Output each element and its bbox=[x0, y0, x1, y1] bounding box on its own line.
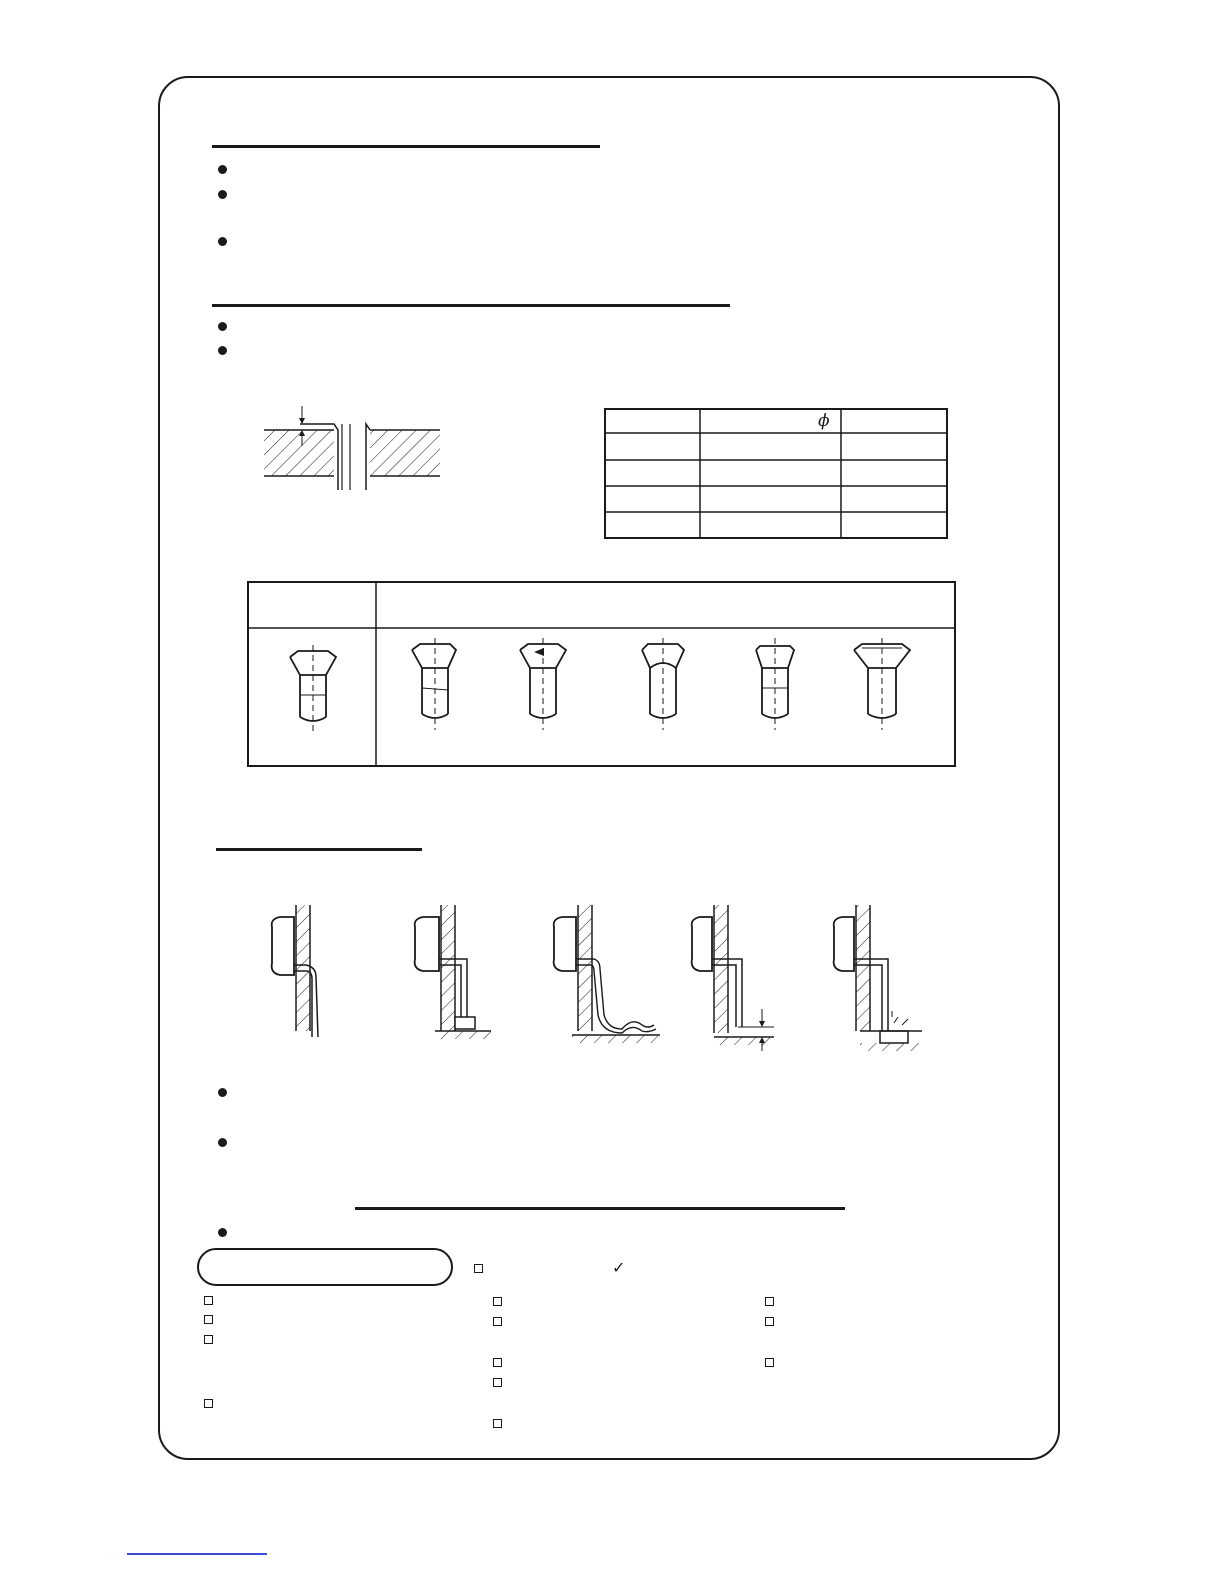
checklist-checkbox[interactable] bbox=[765, 1317, 774, 1326]
flare-shape-incorrect-3 bbox=[638, 638, 688, 734]
checklist-header-pill bbox=[197, 1248, 453, 1286]
checklist-checkbox[interactable] bbox=[474, 1264, 483, 1273]
bullet bbox=[218, 1088, 227, 1097]
flare-cross-section-diagram bbox=[250, 398, 450, 498]
section-2-title-underline bbox=[212, 304, 730, 307]
bullet bbox=[218, 165, 227, 174]
flare-shape-correct bbox=[288, 645, 338, 735]
drain-illustration-wrong-wave bbox=[548, 905, 668, 1043]
bullet bbox=[218, 322, 227, 331]
checklist-checkbox[interactable] bbox=[204, 1399, 213, 1408]
bullet bbox=[218, 190, 227, 199]
checklist-checkbox[interactable] bbox=[765, 1297, 774, 1306]
checklist-checkbox[interactable] bbox=[493, 1419, 502, 1428]
checklist-checkbox[interactable] bbox=[765, 1358, 774, 1367]
drain-illustration-wrong-water bbox=[830, 905, 930, 1055]
section-1-title-underline bbox=[212, 145, 600, 148]
flare-quality-table bbox=[247, 581, 957, 769]
section-3-title-underline bbox=[216, 848, 422, 851]
checklist-checkbox[interactable] bbox=[204, 1335, 213, 1344]
bullet bbox=[218, 346, 227, 355]
flare-shape-incorrect-4 bbox=[750, 638, 800, 734]
flare-shape-incorrect-5 bbox=[854, 638, 910, 734]
drain-illustration-wrong-rise bbox=[405, 905, 495, 1043]
checklist-checkbox[interactable] bbox=[493, 1317, 502, 1326]
flare-dimension-table bbox=[604, 408, 948, 540]
checklist-checkbox[interactable] bbox=[204, 1296, 213, 1305]
bullet bbox=[218, 1138, 227, 1147]
flare-shape-incorrect-1 bbox=[410, 638, 460, 734]
footer-link[interactable] bbox=[127, 1553, 267, 1555]
check-mark: ✓ bbox=[612, 1258, 626, 1277]
bullet bbox=[218, 237, 227, 246]
checklist-checkbox[interactable] bbox=[493, 1297, 502, 1306]
bullet bbox=[218, 1228, 227, 1237]
flare-shape-incorrect-2 bbox=[518, 638, 568, 734]
checklist-checkbox[interactable] bbox=[493, 1358, 502, 1367]
diameter-symbol: ϕ bbox=[818, 411, 830, 431]
drain-illustration-wrong-gap bbox=[690, 905, 790, 1055]
checklist-checkbox[interactable] bbox=[204, 1315, 213, 1324]
checklist-checkbox[interactable] bbox=[493, 1378, 502, 1387]
drain-illustration-correct bbox=[262, 905, 342, 1043]
section-4-title-underline bbox=[355, 1207, 845, 1210]
